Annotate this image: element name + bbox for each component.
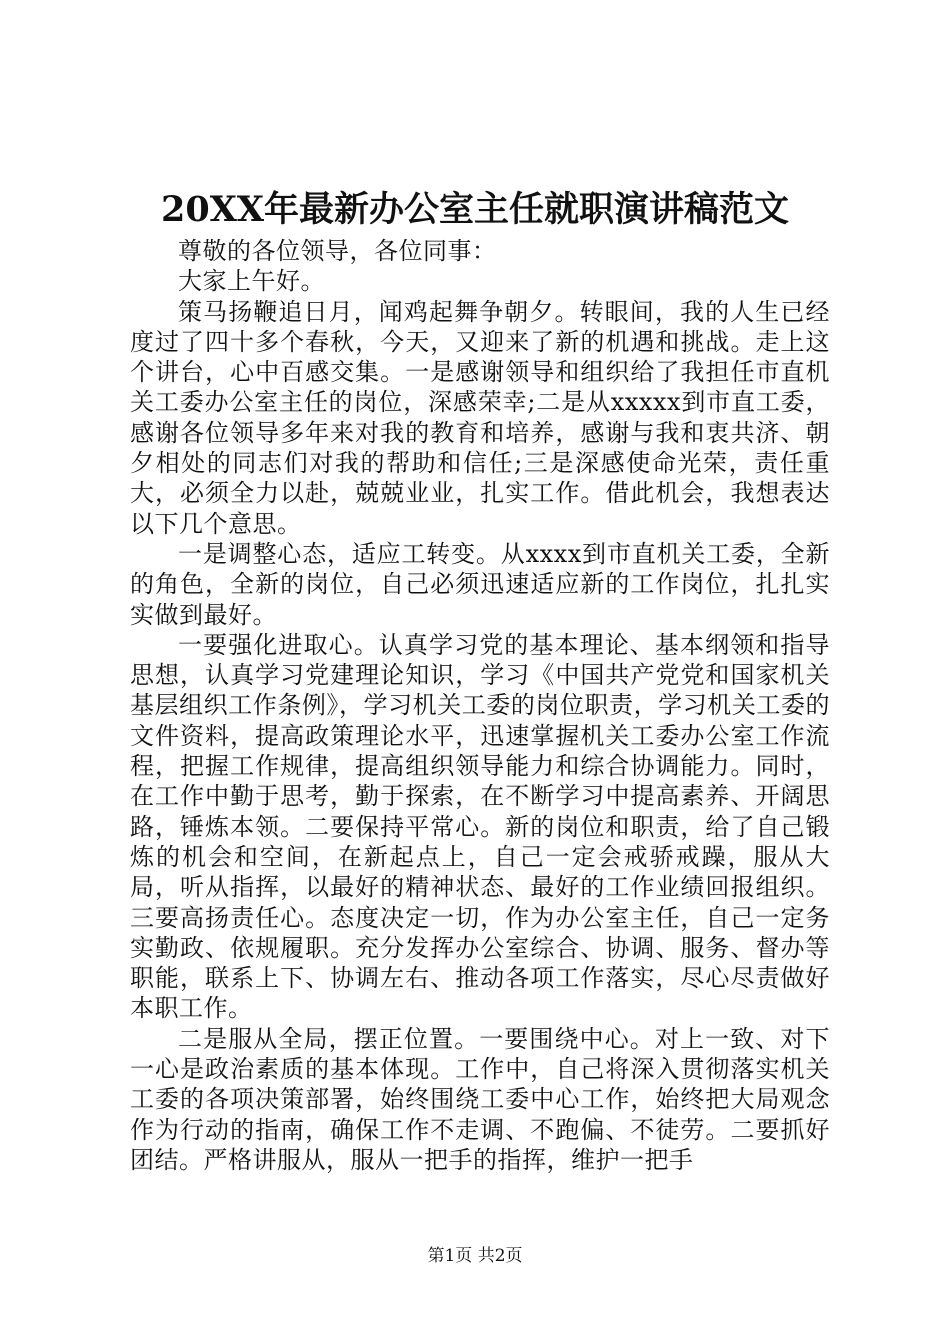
body-paragraph: 二是服从全局，摆正位置。一要围绕中心。对上一致、对下一心是政治素质的基本体现。工作中，自己将深入贯彻落实机关工委的各项决策部署，始终围绕工委中心工作，始终把大局观念作为行动的指南，确保工作不走调、不跑偏、不徒劳。二要抓好团结。严格讲服从，服从一把手的指挥，维护一把手	[130, 1024, 830, 1174]
body-paragraph: 策马扬鞭追日月，闻鸡起舞争朝夕。转眼间，我的人生已经度过了四十多个春秋，今天，又迎来了新的机遇和挑战。走上这个讲台，心中百感交集。一是感谢领导和组织给了我担任市直机关工委办公室主任的岗位，深感荣幸;二是从xxxxx到市直工委，感谢各位领导多年来对我的教育和培养，感谢与我和衷共济、朝夕相处的同志们对我的帮助和信任;三是深感使命光荣，责任重大，必须全力以赴，兢兢业业，扎实工作。借此机会，我想表达以下几个意思。	[130, 297, 830, 538]
body-paragraph: 一是调整心态，适应工转变。从xxxx到市直机关工委，全新的角色，全新的岗位，自己必须迅速适应新的工作岗位，扎扎实实做到最好。	[130, 539, 830, 629]
page-footer: 第1页 共2页	[427, 1246, 523, 1266]
document-title: 20XX年最新办公室主任就职演讲稿范文	[160, 189, 790, 230]
greeting: 大家上午好。	[178, 267, 325, 296]
body-paragraph: 一要强化进取心。认真学习党的基本理论、基本纲领和指导思想，认真学习党建理论知识，学习《中国共产党党和国家机关基层组织工作条例》，学习机关工委的岗位职责，学习机关工委的文件资料，提高政策理论水平，迅速掌握机关工委办公室工作流程，把握工作规律，提高组织领导能力和综合协调能力。同时，在工作中勤于思考，勤于探索，在不断学习中提高素养、开阔思路，锤炼本领。二要保持平常心。新的岗位和职责，给了自己锻炼的机会和空间，在新起点上，自己一定会戒骄戒躁，服从大局，听从指挥，以最好的精神状态、最好的工作业绩回报组织。三要高扬责任心。态度决定一切，作为办公室主任，自己一定务实勤政、依规履职。充分发挥办公室综合、协调、服务、督办等职能，联系上下、协调左右、推动各项工作落实，尽心尽责做好本职工作。	[130, 630, 830, 1023]
salutation: 尊敬的各位领导，各位同事：	[178, 237, 497, 265]
document-body	[130, 236, 830, 1175]
